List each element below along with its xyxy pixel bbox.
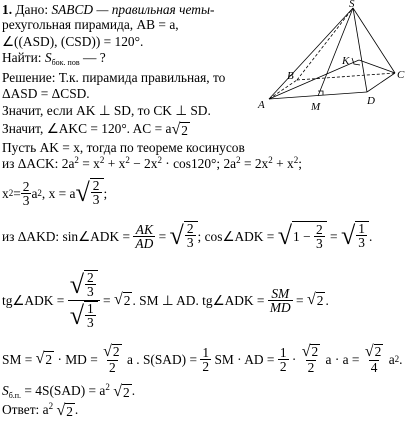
eq-area: SM = √ 2 · MD = √ 2 2 a . S(SAD) = $\frac{1}{2}$ SM · AD = $\frac{1}{2}$ · √ 2 2 a · a = √ 2 4 a 2 . [2,343,403,375]
eq-total: $S_{б.п.} = 4S(SAD) = a^2$ √ 2 . [2,382,136,400]
find-var: S [44,50,52,65]
label-A: A [258,99,265,111]
find-sub: бок. пов [51,58,80,67]
eq-tg: tg∠ADK = √ $\frac{2}{3}$ √ $\frac{1}{3}$ = √ 2 . SM ⊥ AD. tg∠ADK = $\frac{SM}{MD}$ = √ 2 . [2,269,329,330]
problem-number: 1. [2,2,13,17]
pyramid-figure [255,0,405,118]
label-S: S [349,0,355,10]
given-line-1: SABCD — правильная четы- [51,2,215,17]
solution-line-5: Пусть AK = x, тогда по теореме косинусов [2,140,245,155]
given-line-2: рехугольная пирамида, AB = a, [2,17,179,32]
given-label: Дано: [15,2,49,17]
eq-ack: из ΔACK: 2a [2,156,75,171]
label-B: B [287,70,294,82]
find-label: Найти: [2,50,42,65]
solution-line-4: Значит, ∠AKC = 120°. AC = a [2,121,172,136]
solution-line-1: Решение: Т.к. пирамида правильная, то [2,70,226,85]
eq-x: x 2 = $\frac{2}{3}$ a 2 , x = a √ $\frac{2}{3}$ ; [2,178,108,208]
label-M: M [311,101,321,113]
answer: Ответ: $a^2$ √ 2 . [2,401,79,419]
label-C: C [397,69,405,81]
eq-sin-cos: из ΔAKD: sin∠ADK = $\frac{AK}{AD}$ = √ $\frac{2}{3}$ ; cos∠ADK = √ 1 − $\frac{2}{3}$ = √ $\frac{1}{3}$ . [2,221,373,251]
solution-line-2: ΔASD = ΔCSD. [2,86,90,101]
given-line-3: ∠((ASD), (CSD)) = 120°. [2,34,144,49]
sqrt-2: 2 [181,122,188,138]
label-D: D [367,95,375,107]
label-K: K [342,55,350,67]
solution-line-3: Значит, если AK ⊥ SD, то CK ⊥ SD. [2,103,211,118]
find-end: — ? [79,50,106,65]
